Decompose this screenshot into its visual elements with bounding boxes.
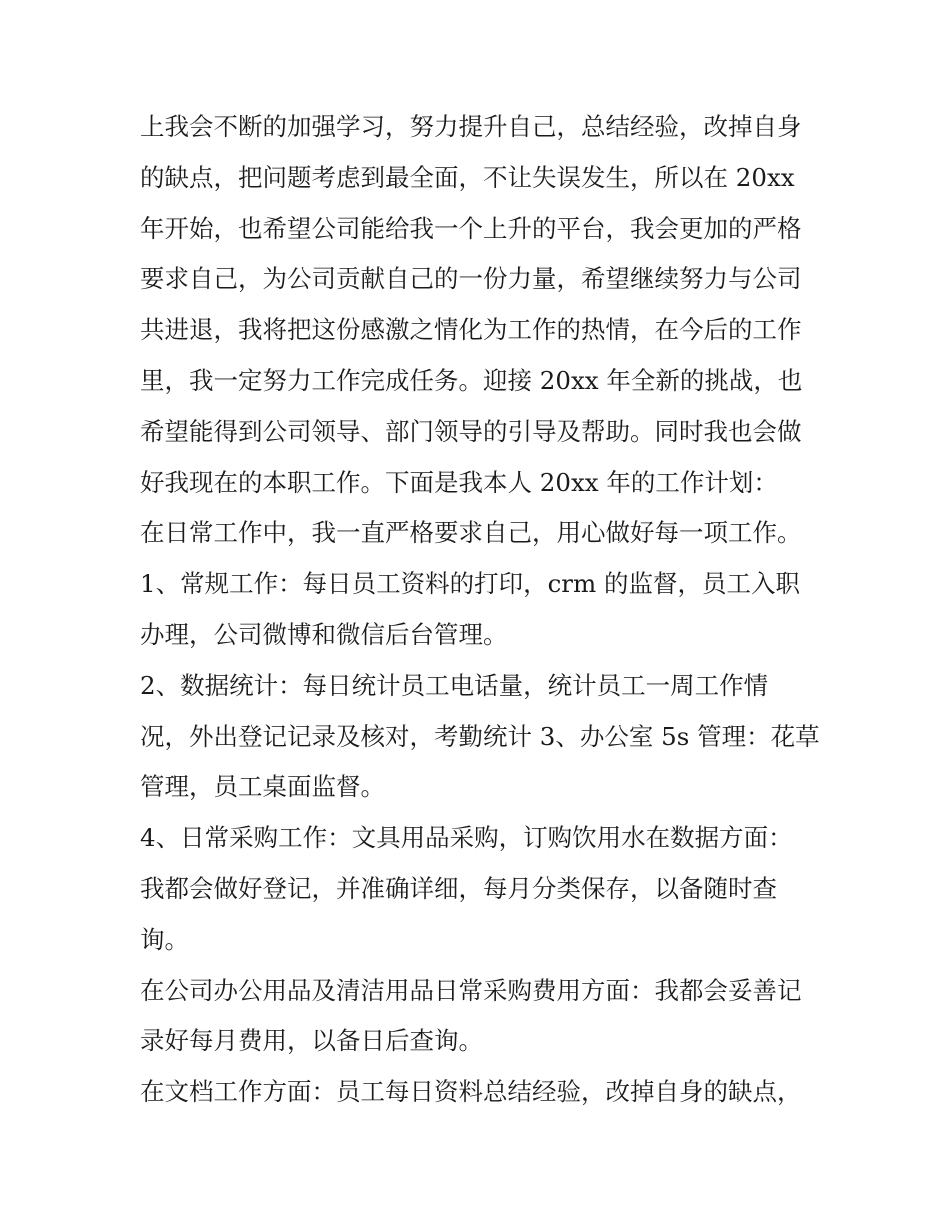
text-line: 我都会做好登记，并准确详细，每月分类保存，以备随时查 [140,873,777,903]
text-line: 询。 [140,924,189,954]
text-line: 里，我一定努力工作完成任务。迎接 20xx 年全新的挑战，也 [140,365,803,395]
text-line: 1、常规工作：每日员工资料的打印，crm 的监督，员工入职 [140,569,801,599]
text-line: 在公司办公用品及清洁用品日常采购费用方面：我都会妥善记 [140,975,802,1005]
text-line: 管理，员工桌面监督。 [140,772,385,802]
text-line: 上我会不断的加强学习，努力提升自己，总结经验，改掉自身 [140,112,802,141]
text-line: 在日常工作中，我一直严格要求自己，用心做好每一项工作。 [140,518,802,548]
text-line: 2、数据统计：每日统计员工电话量，统计员工一周工作情 [140,670,769,700]
text-line: 4、日常采购工作：文具用品采购，订购饮用水在数据方面： [140,823,793,853]
text-line: 共进退，我将把这份感激之情化为工作的热情，在今后的工作 [140,315,802,345]
text-line: 好我现在的本职工作。下面是我本人 20xx 年的工作计划： [140,467,778,497]
text-line: 年开始，也希望公司能给我一个上升的平台，我会更加的严格 [140,213,802,243]
text-line: 办理，公司微博和微信后台管理。 [140,619,508,649]
text-line: 希望能得到公司领导、部门领导的引导及帮助。同时我也会做 [140,416,802,446]
document-body [140,102,820,1118]
text-line: 录好每月费用，以备日后查询。 [140,1026,483,1056]
text-line: 况，外出登记记录及核对，考勤统计 3、办公室 5s 管理：花草 [140,721,820,751]
text-line: 在文档工作方面：员工每日资料总结经验，改掉自身的缺点， [140,1077,802,1107]
text-line: 要求自己，为公司贡献自己的一份力量，希望继续努力与公司 [140,264,802,294]
text-line: 的缺点，把问题考虑到最全面，不让失误发生，所以在 20xx [140,162,795,192]
